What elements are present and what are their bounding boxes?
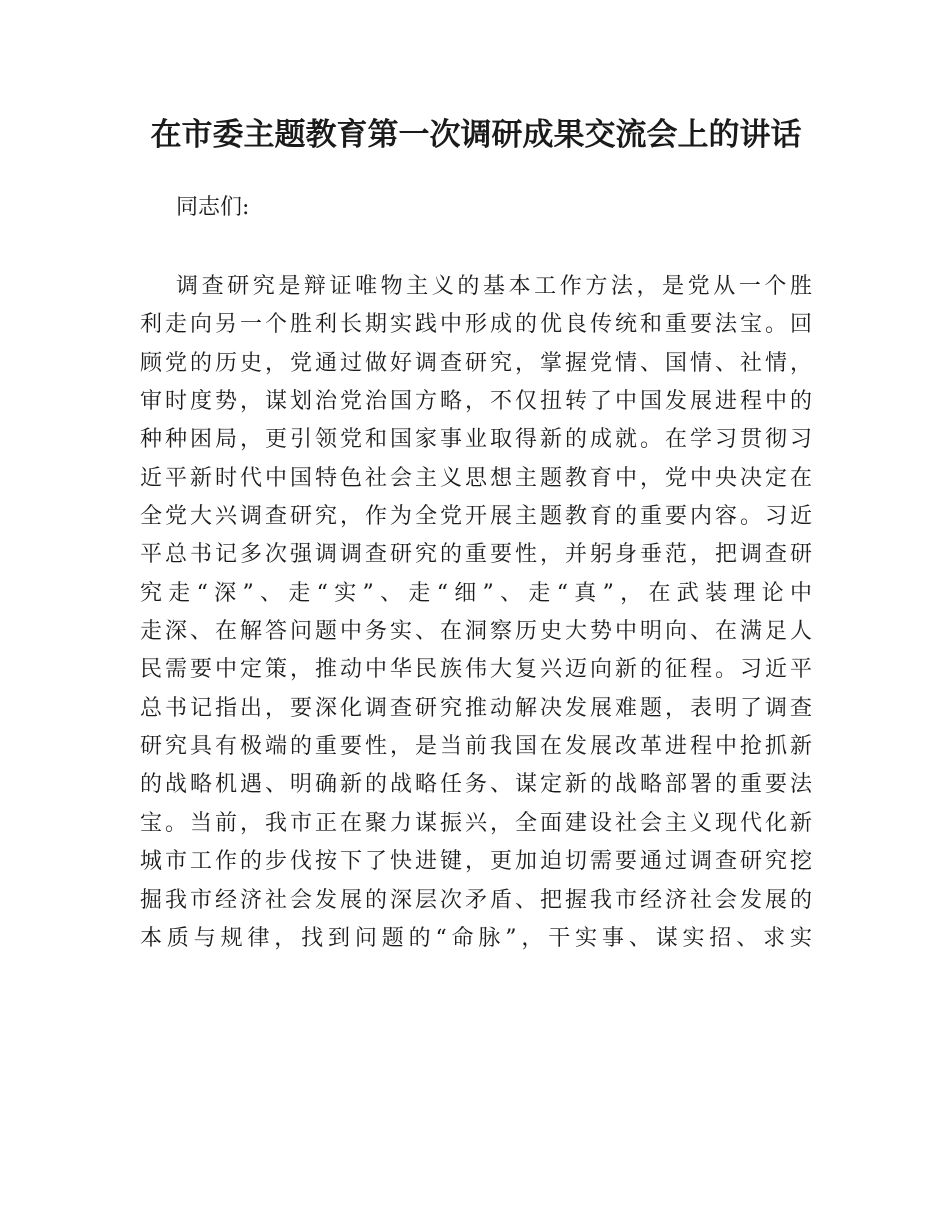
paragraph-line: 宝。当前，我市正在聚力谋振兴，全面建设社会主义现代化新 bbox=[140, 810, 812, 836]
paragraph-line: 种种困局，更引领党和国家事业取得新的成就。在学习贯彻习 bbox=[140, 427, 812, 453]
paragraph-line: 顾党的历史，党通过做好调查研究，掌握党情、国情、社情， bbox=[140, 350, 812, 376]
document-title: 在市委主题教育第一次调研成果交流会上的讲话 bbox=[150, 117, 802, 153]
body-paragraph bbox=[140, 268, 812, 958]
paragraph-line: 民需要中定策，推动中华民族伟大复兴迈向新的征程。习近平 bbox=[140, 657, 812, 683]
paragraph-line: 本质与规律，找到问题的“命脉”，干实事、谋实招、求实 bbox=[140, 925, 812, 951]
paragraph-line: 平总书记多次强调调查研究的重要性，并躬身垂范，把调查研 bbox=[140, 542, 812, 568]
paragraph-line: 走深、在解答问题中务实、在洞察历史大势中明向、在满足人 bbox=[140, 619, 812, 645]
paragraph-line: 研究具有极端的重要性，是当前我国在发展改革进程中抢抓新 bbox=[140, 734, 812, 760]
paragraph-line: 近平新时代中国特色社会主义思想主题教育中，党中央决定在 bbox=[140, 465, 812, 491]
paragraph-line: 审时度势，谋划治党治国方略，不仅扭转了中国发展进程中的 bbox=[140, 389, 812, 415]
paragraph-line: 调查研究是辩证唯物主义的基本工作方法，是党从一个胜 bbox=[176, 274, 812, 299]
paragraph-line: 的战略机遇、明确新的战略任务、谋定新的战略部署的重要法 bbox=[140, 772, 812, 798]
paragraph-line: 利走向另一个胜利长期实践中形成的优良传统和重要法宝。回 bbox=[140, 312, 812, 338]
paragraph-line: 城市工作的步伐按下了快进键，更加迫切需要通过调查研究挖 bbox=[140, 849, 812, 875]
paragraph-line: 掘我市经济社会发展的深层次矛盾、把握我市经济社会发展的 bbox=[140, 887, 812, 913]
paragraph-line: 总书记指出，要深化调查研究推动解决发展难题，表明了调查 bbox=[140, 695, 812, 721]
paragraph-line: 究走“深”、走“实”、走“细”、走“真”，在武装理论中 bbox=[140, 580, 812, 606]
greeting: 同志们: bbox=[176, 195, 250, 220]
paragraph-line: 全党大兴调查研究，作为全党开展主题教育的重要内容。习近 bbox=[140, 504, 812, 530]
